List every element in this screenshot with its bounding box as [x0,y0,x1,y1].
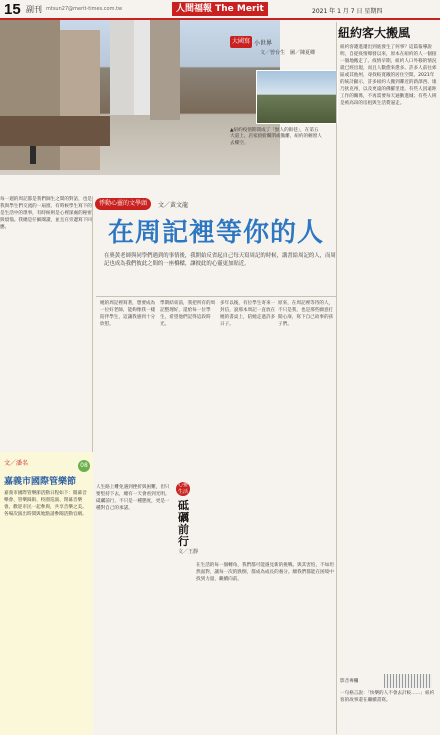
body-column: 原來，在周記裡等待的人，不只是我，也是那些願意打開心扉，寫下自己故事的孩子們。 [278,301,334,327]
column-author: 文／曾台生 圖／陳夏卿 [260,50,316,56]
feature-headline: 在周記裡等你的人 [108,218,325,248]
feature-author: 文／黃文龍 [158,202,189,209]
feature2-author: 文／王靜 [178,549,199,555]
right-article-tail: 一句格言說：「快樂的人不會去計較……」紐約客的故事還在繼續書寫。 [340,691,435,703]
left-column-body: 每一週的周記都是我們師生之間的對話，也是我與學生們交流的一扇窗。有時候學生寫下的是生活中的瑣事，有時候則是心裡深處的秘密與煩惱。我總是仔細閱讀，並且在旁邊寫下回應。 [0,197,92,230]
column-divider [336,22,337,734]
promo-number-badge: 08 [78,460,90,472]
feature-kicker: 悸動心靈的文學頭 [95,198,151,210]
promo-author: 文／潘名 [4,460,29,467]
body-column: 她的周記裡寫著，想要成為一位好老師，能夠像我一樣陪伴學生，這讓我感到十分欣慰。 [100,301,156,327]
feature2-body: 人生路上難免遇到挫折與困難，但只要堅持下去，總有一天會看到光明。砥礪前行，不只是一種態度，更是一種對自己的承諾。 [96,485,170,511]
promo-body: 嘉義市國際管樂節活動日程如下：開幕音樂會、管樂踩街、校園巡演、閉幕音樂會。歡迎市民一起參與，共享音樂之美。各場次演出時間與地點請參閱活動官網。 [4,491,87,517]
inset-photo [256,70,338,124]
page-number: 15 [4,1,21,18]
issue-date: 2021 年 1 月 7 日 星期四 [312,8,383,15]
promo-title: 嘉義市國際管樂節 [4,477,77,487]
column-name: 小世界 [254,40,273,47]
photo-caption: ▲紐約疫情期間成了「無人的街巷」，在第五大道上，店家紛紛關閉或撤離，紐約的櫥窗人去樓空。 [230,128,322,146]
column-badge: 大國寫 [230,36,252,48]
section-divider [96,296,336,297]
right-article-body: 紐約客遷進遷出到底發生了何事？這篇報導說明，自從疫情爆發以來，原本在紐約的人一個接一個地搬走了。疫情早期，紐約人口外移的情況就已經出現，而且人數愈來愈多。許多人前往郊區或其他州，尋找較寬敞的居住空間。2021年的統計顯示，許多紐約人搬到鄰近的新澤西、康乃狄克州，以及更遠的佛羅里達。有些人因遠距工作的關係，不再需要每天通勤進城；有些人則是被高昂的房租與生活費逼走。 [340,45,437,106]
section-email[interactable]: mtsun27@merit-times.com.tw [46,6,123,12]
body-column: 學期結束前，我把所有的周記整理好，還給每一位學生，希望他們記得這段時光。 [160,301,216,327]
section-name: 副刊 [26,5,42,14]
feature-deck: 在奧黃老師與同學們遇到的事情後，我開始反省起自己每天寫周記的時候，講書給周記的人，而周記也成為我們彼此之間的一座橋樑，讓彼此的心靈更加貼近。 [104,253,336,267]
feature2-body-continued: 在生活的每一個轉角，我們都可能遇見新的挑戰。與其害怕，不如坦然面對，讓每一次的跌倒，都成為成長的養分。願我們都能在困境中找到力量，繼續向前。 [196,563,334,582]
note-label: 影音專欄 [340,679,359,684]
right-article-title: 紐約客大搬風 [338,26,411,40]
feature2-badge: 心靈生活 [177,482,188,495]
barcode-image [384,674,432,688]
feature2-title: 砥礪前行 [178,499,189,548]
body-column: 多年以後，有位學生寄來一封信，說那本周記一直放在她的書桌上，陪她走過許多日子。 [220,301,276,327]
masthead-logo: 人間福報 The Merit [172,2,268,16]
